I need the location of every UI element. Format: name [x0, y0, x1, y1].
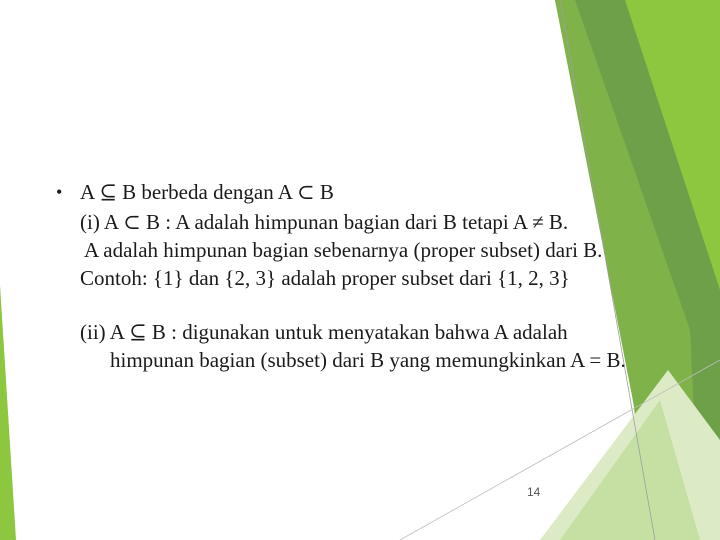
text-line-1: A ⊆ B berbeda dengan A ⊂ B	[80, 180, 334, 204]
page-number: 14	[527, 485, 541, 499]
bullet-symbol: •	[56, 182, 63, 202]
text-line-4: Contoh: {1} dan {2, 3} adalah proper subset dari {1, 2, 3}	[80, 266, 570, 290]
text-line-6: himpunan bagian (subset) dari B yang memungkinkan A = B.	[110, 348, 626, 372]
text-line-3: A adalah himpunan bagian sebenarnya (proper subset) dari B.	[84, 238, 603, 262]
text-line-2: (i) A ⊂ B : A adalah himpunan bagian dari B tetapi A ≠ B.	[80, 210, 569, 234]
text-line-5: (ii) A ⊆ B : digunakan untuk menyatakan bahwa A adalah	[80, 320, 568, 344]
